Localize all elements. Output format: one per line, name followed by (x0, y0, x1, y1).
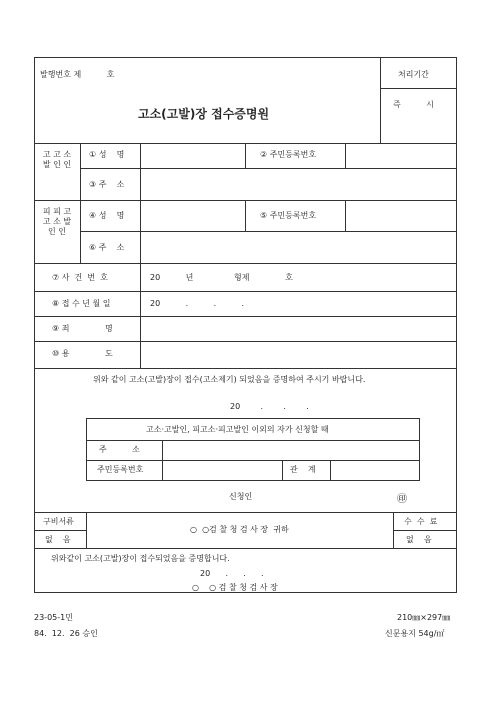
third-party-relation-label: 관 계 (290, 465, 316, 474)
required-docs-label: 구비서류 (43, 517, 74, 526)
issuer: ○ ○ 검 찰 청 검 사 장 (192, 583, 278, 592)
document-title: 고소(고발)장 접수증명원 (138, 107, 270, 121)
paper-size: 210㎜×297㎜ (397, 613, 451, 622)
paper-type: 신문용지 54g/㎡ (385, 629, 445, 638)
form-number: 23-05-1민 (34, 613, 73, 622)
certification-date: 20 . . . (200, 569, 264, 578)
approval-date: 84. 12. 26 승인 (34, 629, 98, 638)
request-date: 20 . . . (230, 402, 309, 411)
purpose-label: ⑩ 용 도 (52, 349, 113, 358)
fee-value: 없 음 (406, 535, 432, 544)
request-statement: 위와 같이 고소(고발)장이 접수(고소제기) 되었음을 증명하여 주시기 바랍니다. (93, 375, 366, 384)
frame-top (34, 57, 457, 58)
charge-label: ⑨ 죄 명 (52, 324, 113, 333)
receipt-date-value: 20 . . . (150, 299, 245, 308)
issue-number: 발행번호 제 호 (40, 70, 115, 79)
processing-period-value: 즉 시 (393, 100, 434, 109)
accused-group-label: 피 피 고 고 소 발 인 인 (42, 207, 72, 236)
accused-name-label: ④ 성 명 (89, 211, 125, 220)
seal-mark: ㊞ (397, 494, 407, 505)
complainant-rrn-label: ② 주민등록번호 (260, 150, 317, 159)
receipt-date-label: ⑧ 접 수 년 월 일 (52, 299, 111, 308)
third-party-heading: 고소·고발인, 피고소·피고발인 이외의 자가 신청할 때 (146, 425, 329, 434)
third-party-address-label: 주 소 (99, 445, 140, 454)
fee-label: 수 수 료 (404, 517, 438, 526)
third-party-rrn-label: 주민등록번호 (97, 465, 144, 474)
addressee: ○ ○검 찰 청 검 사 장 귀하 (190, 525, 289, 534)
complainant-address-label: ③ 주 소 (89, 180, 125, 189)
frame-right (456, 57, 457, 593)
complainant-name-label: ① 성 명 (89, 150, 125, 159)
case-number-value: 20 년 형제 호 (150, 273, 293, 282)
accused-rrn-label: ⑤ 주민등록번호 (260, 211, 317, 220)
processing-period-label: 처리기간 (398, 70, 429, 79)
applicant-label: 신청인 (229, 492, 253, 501)
certification-statement: 위와같이 고소(고발)장이 접수되었음을 증명합니다. (51, 554, 230, 563)
case-number-label: ⑦ 사 건 번 호 (52, 273, 108, 282)
accused-address-label: ⑥ 주 소 (89, 243, 125, 252)
complainant-group-label: 고 고 소 발 인 인 (42, 150, 72, 169)
required-docs-value: 없 음 (45, 535, 71, 544)
